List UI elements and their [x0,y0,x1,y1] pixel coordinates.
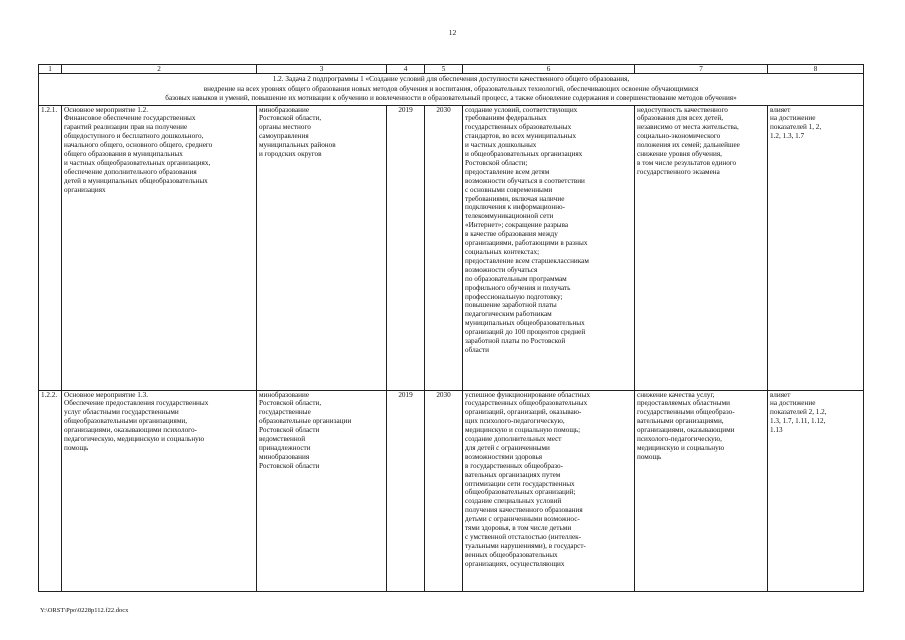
page-number: 12 [448,28,457,37]
cell-line: по образовательным программам [465,274,567,283]
cell-line: подключения к информационно- [465,203,566,212]
result-cell [463,390,635,591]
column-number: 1 [39,65,62,74]
column-number: 4 [387,65,425,74]
cell-line: телекоммуникационной сети [465,212,554,221]
cell-line: снижение уровня обучения, [637,150,722,159]
cell-line: Ростовской области [259,461,320,470]
cell-line: независимо от места жительства, [637,123,739,132]
cell-line: государственных образовательных [465,123,572,132]
task-header-line: 1.2. Задача 2 подпрограммы 1 «Создание условий для обеспечения доступности качественного общего образования, [272,75,630,83]
indicators-cell [768,390,864,591]
cell-line: с умственной отсталостью (интеллек- [465,533,582,541]
cell-line: «Интернет»; сокращение разрыва [465,221,569,230]
cell-line: предоставляемых областными [637,399,730,408]
cell-line: государственных общеобразовательных [465,399,588,408]
cell-line: Ростовской области; [465,158,528,167]
cell-line: обеспечение дополнительного образования [64,167,197,176]
cell-line: самоуправления [259,132,309,141]
table-row [39,390,864,591]
column-number: 8 [768,65,864,74]
consequences-cell [635,390,768,591]
cell-line: организациях, осуществляющих [465,559,565,568]
cell-line: 1.3, 1.7, 1.11, 1.12, [770,417,826,426]
cell-line: помощь [637,452,662,461]
cell-line: организаций, организаций, оказываю- [465,408,582,417]
result-cell [463,105,635,390]
cell-line: туальными нарушениями), в государст- [465,541,586,550]
cell-line: недоступность качественного [637,105,728,114]
cell-line: создание условий, соответствующих [465,105,578,114]
cell-line: общего образования в муниципальных [64,150,183,159]
measures-table [38,64,864,592]
cell-line: в государственных общеобразо- [465,461,563,470]
consequences-cell [635,105,768,390]
row-number: 1.2.1. [39,105,62,390]
cell-line: детей в муниципальных общеобразовательных [64,176,208,185]
cell-line: детьми с ограниченными возможнос- [465,515,580,524]
cell-line: требованиям федеральных [465,114,547,123]
cell-line: требованиями, включая наличие [465,194,565,203]
task-header [39,74,864,106]
cell-line: венных общеобразовательных [465,550,558,559]
file-path-footer: Y:\ORST\Ppo\0228p112.f22.docx [40,607,129,614]
cell-line: организациями, работающими в разных [465,239,588,248]
cell-line: оптимизации сети государственных [465,479,575,488]
cell-line: общеобразовательными организациями, [64,417,188,426]
cell-line: предоставление всем детям [465,167,550,176]
cell-line: возможностями здоровья [465,452,543,461]
cell-line: 1.2, 1.3, 1.7 [770,132,805,141]
cell-line: снижение качества услуг, [637,390,715,399]
cell-line: педагогическим работникам [465,310,552,319]
column-number: 3 [257,65,387,74]
cell-line: 1.13 [770,426,783,435]
column-number: 7 [635,65,768,74]
cell-line: педагогическую, медицинскую и социальную [64,435,205,444]
cell-line: Обеспечение предоставления государственных [64,399,209,408]
cell-line: органы местного [259,123,311,132]
cell-line: в качестве образования между [465,230,558,239]
cell-line: успешное функционирование областных [465,390,591,399]
cell-line: вательными организациями, [637,417,724,426]
cell-line: профессиональную подготовку; [465,292,563,301]
task-header-line: внедрение на всех уровнях общего образования новых методов обучения и воспитания, образовательных технологий, обеспечивающих освоение обучающимися [203,84,699,93]
cell-line: государственными общеобразо- [637,408,735,417]
column-number: 5 [425,65,463,74]
cell-line: профильного обучения и получать [465,283,571,292]
cell-line: и частных общеобразовательных организациях, [64,158,211,167]
column-number: 2 [62,65,257,74]
cell-line: общеобразовательных организаций; [465,488,576,497]
cell-line: принадлежности [259,443,311,452]
cell-line: муниципальных общеобразовательных [465,319,585,328]
cell-line: социально-экономического [637,132,721,141]
cell-line: создание дополнительных мест [465,435,562,444]
cell-line: муниципальных районов [259,141,336,150]
cell-line: гарантий реализации прав на получение [64,123,188,132]
cell-line: положения их семей; дальнейшее [637,141,740,150]
end-year: 2030 [425,390,463,591]
cell-line: государственного экзамена [637,167,720,176]
cell-line: Финансовое обеспечение государственных [64,114,196,123]
cell-line: медицинскую и социальную [637,443,725,452]
cell-line: показателей 1, 2, [770,123,822,132]
cell-line: вательных организациях путем [465,470,561,479]
cell-line: образовательные организации [259,417,352,426]
cell-line: минобразование [259,105,310,114]
executor-cell [257,105,387,390]
cell-line: области [465,345,490,354]
cell-line: общедоступного и бесплатного дошкольного, [64,132,204,141]
cell-line: и городских округов [259,150,322,159]
cell-line: Ростовской области, [259,399,322,408]
cell-line: влияет [770,390,791,399]
cell-line: организациях [64,185,106,194]
cell-line: организациями, оказывающими психолого- [64,426,197,435]
cell-line: образования для всех детей, [637,114,723,123]
cell-line: государственные [259,408,311,417]
cell-line: возможности обучаться [465,265,538,274]
cell-line: и общеобразовательных организациях [465,150,583,159]
cell-line: минобразование [259,390,310,399]
cell-line: щих психолого-педагогическую, [465,417,565,426]
measure-cell [62,390,257,591]
cell-line: стандартов, во всех муниципальных [465,132,577,141]
cell-line: на достижение [770,399,816,408]
cell-line: Основное мероприятие 1.3. [64,390,149,399]
cell-line: повышение заработной платы [465,301,557,310]
cell-line: помощь [64,443,89,452]
executor-cell [257,390,387,591]
start-year: 2019 [387,390,425,591]
cell-line: психолого-педагогическую, [637,435,722,444]
cell-line: социальных контекстах; [465,248,540,256]
cell-line: минобразования [259,452,310,461]
cell-line: показателей 2, 1.2, [770,408,827,417]
cell-line: с основными современными [465,185,553,194]
cell-line: в том числе результатов единого [637,158,737,167]
cell-line: Ростовской области [259,426,320,435]
row-number: 1.2.2. [39,390,62,591]
cell-line: Основное мероприятие 1.2. [64,105,149,114]
cell-line: и частных дошкольных [465,141,537,150]
task-header-line: базовых навыков и умений, повышение их мотивации к обучению и вовлеченности в образовательный процесс, а также обновление содержания и совершенствование методов обучения» [165,94,737,102]
cell-line: заработной платы по Ростовской [465,337,566,346]
column-number-row [39,65,864,74]
end-year: 2030 [425,105,463,390]
cell-line: ведомственной [259,435,306,444]
cell-line: организаций до 100 процентов средней [465,328,586,337]
cell-line: организациями, оказывающими [637,426,735,435]
cell-line: начального общего, основного общего, среднего [64,141,213,150]
cell-line: влияет [770,105,791,114]
cell-line: Ростовской области, [259,114,322,123]
cell-line: предоставление всем старшеклассникам [465,256,589,265]
column-number: 6 [463,65,635,74]
cell-line: на достижение [770,114,816,123]
table-row [39,105,864,390]
task-header-row [39,74,864,106]
measure-cell [62,105,257,390]
cell-line: получения качественного образования [465,506,583,515]
cell-line: тями здоровья, в том числе детьми [465,524,572,533]
cell-line: для детей с ограниченными [465,443,550,452]
start-year: 2019 [387,105,425,390]
cell-line: услуг областными государственными [64,408,179,417]
indicators-cell [768,105,864,390]
cell-line: возможности обучаться в соответствии [465,176,585,185]
cell-line: создание специальных условий [465,497,562,506]
cell-line: медицинскую и социальную помощь; [465,426,581,435]
